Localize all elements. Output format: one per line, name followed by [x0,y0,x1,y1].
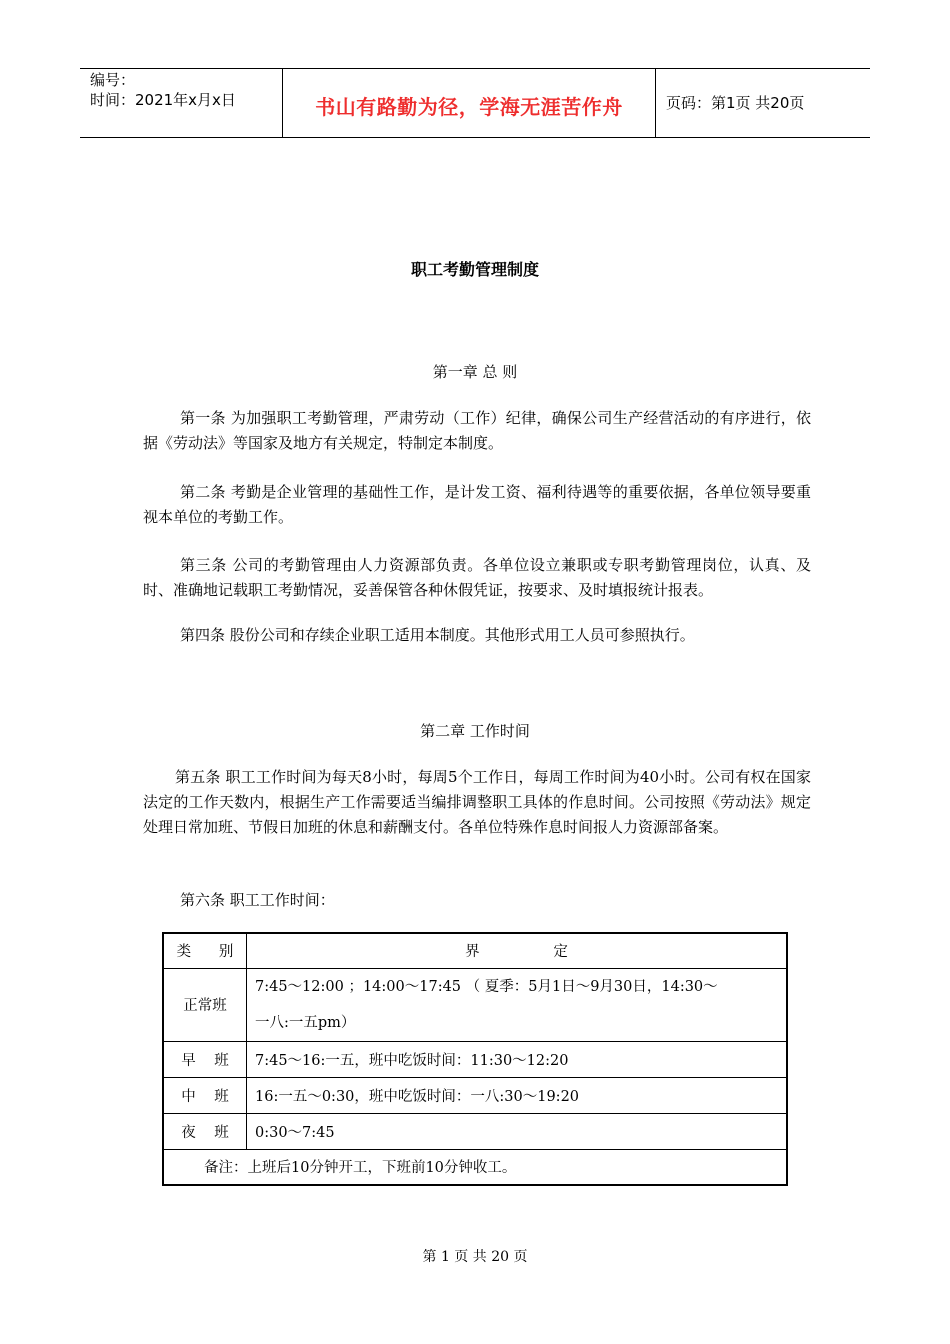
header-motto: 书山有路勤为径，学海无涯苦作舟 [315,95,623,119]
table-note: 备注：上班后10分钟开工，下班前10分钟收工。 [163,1149,787,1185]
category-cell: 夜 班 [163,1113,247,1149]
table-header-row [163,933,787,968]
definition-cell [247,968,788,1041]
definition-line: 7:45～12:00 ；14:00～17:45 （ 夏季：5月1日～9月30日，14:30～ [255,978,718,995]
definition-cell: 0:30～7:45 [247,1113,788,1149]
definition-cell: 7:45～16:一五，班中吃饭时间：11:30～12:20 [247,1041,788,1077]
article-2: 第二条 考勤是企业管理的基础性工作，是计发工资、福利待遇等的重要依据，各单位领导要重视本单位的考勤工作。 [143,483,811,526]
table-row [163,1077,787,1113]
table-note-row [163,1149,787,1185]
definition-line: 一八:一五pm） [255,1014,356,1031]
header-definition-cell: 界 定 [247,933,788,968]
header-category-cell: 类 别 [163,933,247,968]
work-schedule-table [162,932,788,1186]
header-page-label: 页码：第1页 共20页 [666,94,805,112]
page-header [80,68,870,138]
document-title: 职工考勤管理制度 [410,260,539,279]
article-3: 第三条 公司的考勤管理由人力资源部负责。各单位设立兼职或专职考勤管理岗位，认真、及时、准确地记载职工考勤情况，妥善保管各种休假凭证，按要求、及时填报统计报表。 [143,556,811,599]
table-row [163,1041,787,1077]
header-page-cell [656,69,870,137]
category-cell: 中 班 [163,1077,247,1113]
article-4: 第四条 股份公司和存续企业职工适用本制度。其他形式用工人员可参照执行。 [180,626,695,644]
article-6: 第六条 职工工作时间： [180,891,335,909]
document-number-label: 编号： [90,71,136,89]
document-time-label: 时间：2021年x月x日 [90,91,236,109]
header-meta-cell [80,69,283,137]
article-1: 第一条 为加强职工考勤管理，严肃劳动（工作）纪律，确保公司生产经营活动的有序进行，依据《劳动法》等国家及地方有关规定，特制定本制度。 [143,409,811,452]
header-motto-cell [283,69,656,137]
chapter-2-title: 第二章 工作时间 [420,722,530,740]
definition-cell: 16:一五～0:30，班中吃饭时间：一八:30～19:20 [247,1077,788,1113]
category-cell: 早 班 [163,1041,247,1077]
chapter-1-title: 第一章 总 则 [432,363,518,381]
page-footer: 第 1 页 共 20 页 [422,1249,528,1265]
table-row [163,968,787,1041]
article-5: 第五条 职工工作时间为每天8小时，每周5个工作日，每周工作时间为40小时。公司有权在国家法定的工作天数内，根据生产工作需要适当编排调整职工具体的作息时间。公司按照《劳动法》规定处理日常加班、节假日加班的休息和薪酬支付。各单位特殊作息时间报人力资源部备案。 [143,768,811,836]
table-row [163,1113,787,1149]
category-cell: 正常班 [163,968,247,1041]
